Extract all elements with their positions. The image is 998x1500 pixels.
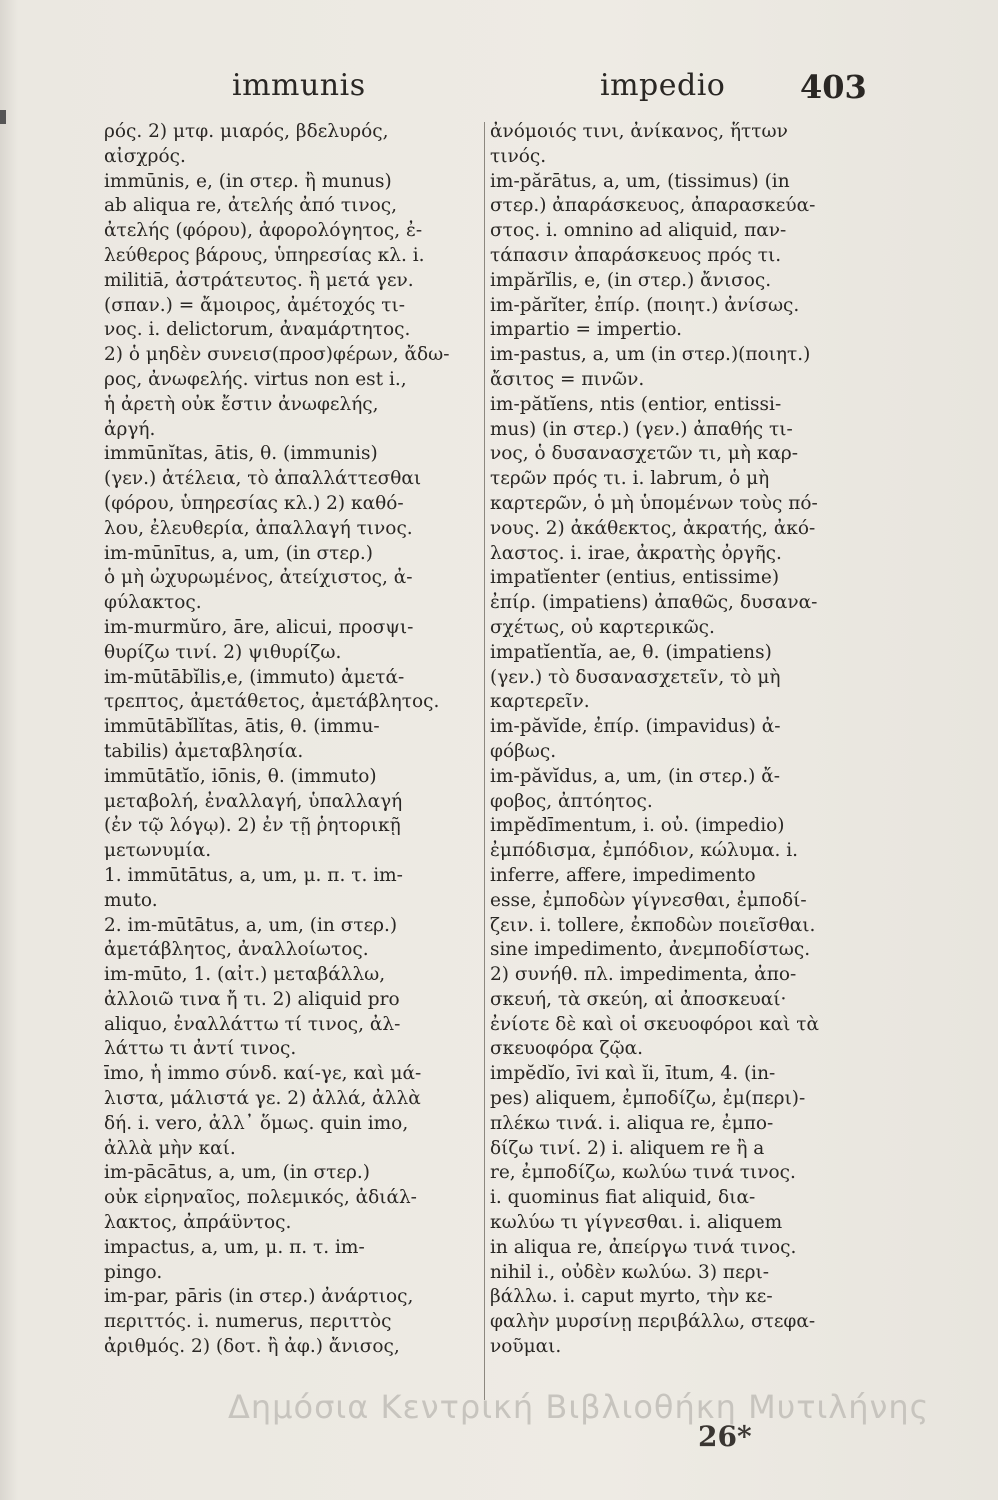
entry-line: τερῶν πρός τι. i. labrum, ὁ μὴ: [490, 468, 770, 490]
entry-line: 1. immūtātus, a, um, μ. π. τ. im-: [104, 864, 403, 886]
entry-line: im-pācātus, a, um, (in στερ.): [104, 1162, 370, 1184]
entry-line: impartio = impertio.: [490, 319, 683, 341]
entry-line: ἀριθμός. 2) (δοτ. ἢ ἀφ.) ἄνισος,: [104, 1336, 400, 1358]
entry-line: ἐπίρ. (impatiens) ἀπαθῶς, δυσανα-: [490, 592, 818, 614]
entry-line: pingo.: [104, 1261, 163, 1283]
entry-line: θυρίζω τινί. 2) ψιθυρίζω.: [104, 641, 342, 663]
entry-line: ἀτελής (φόρου), ἀφορολόγητος, ἐ-: [104, 220, 423, 242]
entry-line: im-păvĭdus, a, um, (in στερ.) ἄ-: [490, 765, 780, 787]
entry-line: φοβος, ἀπτόητος.: [490, 790, 653, 812]
entry-line: i. quominus fiat aliquid, δια-: [490, 1187, 756, 1209]
entry-line: im-pătĭens, ntis (entior, entissi-: [490, 393, 782, 415]
entry-line: ἀλλὰ μὴν καί.: [104, 1137, 236, 1159]
entry-line: im-mūnītus, a, um, (in στερ.): [104, 542, 373, 564]
entry-line: im-murmŭro, āre, alicui, προσψι-: [104, 616, 414, 638]
entry-line: νος, ὁ δυσανασχετῶν τι, μὴ καρ-: [490, 443, 799, 465]
entry-line: aliquo, ἐναλλάττω τί τινος, ἀλ-: [104, 1013, 401, 1035]
entry-line: im-părĭter, ἐπίρ. (ποιητ.) ἀνίσως.: [490, 294, 800, 316]
library-watermark: Δημόσια Κεντρική Βιβλιοθήκη Μυτιλήνης: [228, 1388, 930, 1426]
entry-line: (γεν.) ἀτέλεια, τὸ ἀπαλλάττεσθαι: [104, 468, 422, 490]
entry-line: ἐμπόδισμα, ἐμπόδιον, κώλυμα. i.: [490, 840, 799, 862]
entry-line: λακτος, ἀπράϋντος.: [104, 1212, 292, 1234]
entry-line: re, ἐμποδίζω, κωλύω τινά τινος.: [490, 1162, 796, 1184]
entry-line: im-păvĭde, ἐπίρ. (impavidus) ἀ-: [490, 716, 781, 738]
right-column: [490, 120, 868, 1420]
entry-line: φύλακτος.: [104, 592, 202, 614]
entry-line: sine impedimento, ἀνεμποδίστως.: [490, 939, 811, 961]
entry-line: im-mūtābĭlis,e, (immuto) ἀμετά-: [104, 666, 405, 688]
entry-line: impatĭentĭa, ae, θ. (impatiens): [490, 641, 772, 663]
entry-line: νος. i. delictorum, ἀναμάρτητος.: [104, 319, 411, 341]
entry-line: μεταβολή, ἐναλλαγή, ὑπαλλαγή: [104, 790, 403, 812]
entry-line: βάλλω. i. caput myrto, τὴν κε-: [490, 1286, 773, 1308]
entry-line: τρεπτος, ἀμετάθετος, ἀμετάβλητος.: [104, 691, 440, 713]
entry-line: impĕdĭo, īvi καὶ ĭi, ītum, 4. (in-: [490, 1063, 776, 1085]
entry-line: immūtābĭlĭtas, ātis, θ. (immu-: [104, 716, 380, 738]
entry-line: φόβως.: [490, 740, 557, 762]
entry-line: (σπαν.) = ἄμοιρος, ἀμέτοχός τι-: [104, 294, 405, 316]
entry-line: σκευοφόρα ζῷα.: [490, 1038, 643, 1060]
entry-line: περιττός. i. numerus, περιττὸς: [104, 1311, 392, 1333]
entry-line: δή. i. vero, ἀλλ᾽ ὅμως. quin imo,: [104, 1112, 409, 1134]
entry-line: mus) (in στερ.) (γεν.) ἀπαθής τι-: [490, 418, 793, 440]
entry-line: 2. im-mūtātus, a, um, (in στερ.): [104, 914, 398, 936]
entry-line: φαλὴν μυρσίνῃ περιβάλλω, στεφα-: [490, 1311, 816, 1333]
entry-line: ἀνόμοιός τινι, ἀνίκανος, ἥττων: [490, 121, 788, 142]
entry-line: λάττω τι ἀντί τινος.: [104, 1038, 297, 1060]
entry-line: κωλύω τι γίγνεσθαι. i. aliquem: [490, 1212, 783, 1234]
entry-line: λιστα, μάλιστά γε. 2) ἀλλά, ἀλλὰ: [104, 1088, 421, 1110]
entry-line: muto.: [104, 889, 158, 911]
entry-line: λεύθερος βάρους, ὑπηρεσίας κλ. i.: [104, 244, 425, 266]
entry-line: impĕdīmentum, i. οὐ. (impedio): [490, 815, 785, 837]
entry-line: im-pastus, a, um (in στερ.)(ποιητ.): [490, 344, 811, 366]
entry-line: nihil i., οὐδὲν κωλύω. 3) περι-: [490, 1261, 770, 1283]
entry-line: καρτερεῖν.: [490, 691, 590, 713]
entry-line: (φόρου, ὑπηρεσίας κλ.) 2) καθό-: [104, 492, 404, 514]
entry-line: ἀργή.: [104, 418, 156, 440]
entry-line: τάπασιν ἀπαράσκευος πρός τι.: [490, 244, 782, 266]
entry-line: οὐκ εἰρηναῖος, πολεμικός, ἀδιάλ-: [104, 1187, 417, 1209]
entry-line: inferre, affere, impedimento: [490, 864, 756, 886]
entry-line: λου, ἐλευθερία, ἀπαλλαγή τινος.: [104, 517, 413, 539]
entry-line: ρος, ἀνωφελής. virtus non est i.,: [104, 368, 407, 390]
entry-line: im-mūto, 1. (αἰτ.) μεταβάλλω,: [104, 964, 386, 986]
entry-line: στερ.) ἀπαράσκευος, ἀπαρασκεύα-: [490, 195, 816, 217]
entry-line: λαστος. i. irae, ἀκρατὴς ὀργῆς.: [490, 542, 782, 564]
entry-line: σχέτως, οὐ καρτερικῶς.: [490, 616, 715, 638]
entry-line: 2) ὁ μηδὲν συνεισ(προσ)φέρων, ἄδω-: [104, 344, 450, 366]
entry-line: impactus, a, um, μ. π. τ. im-: [104, 1236, 365, 1258]
entry-line: μετωνυμία.: [104, 840, 212, 862]
entry-line: ρός. 2) μτφ. μιαρός, βδελυρός,: [104, 121, 389, 142]
column-divider: [484, 122, 485, 1400]
entry-line: 2) συνήθ. πλ. impedimenta, ἀπο-: [490, 964, 797, 986]
entry-line: ὁ μὴ ὠχυρωμένος, ἀτείχιστος, ἀ-: [104, 567, 413, 589]
entry-line: νοῦμαι.: [490, 1336, 562, 1358]
entry-line: militiā, ἀστράτευτος. ἢ μετά γεν.: [104, 269, 414, 291]
entry-line: στος. i. omnino ad aliquid, παν-: [490, 220, 787, 242]
entry-line: πλέκω τινά. i. aliqua re, ἐμπο-: [490, 1112, 774, 1134]
entry-line: δίζω τινί. 2) i. aliquem re ἢ a: [490, 1137, 765, 1159]
header-right-guide-word: impedio: [600, 68, 726, 103]
signature-mark: 26*: [698, 1420, 752, 1453]
entry-line: pes) aliquem, ἐμποδίζω, ἐμ(περι)-: [490, 1088, 806, 1110]
entry-line: īmo, ἡ immo σύνδ. καί-γε, καὶ μά-: [104, 1063, 422, 1085]
entry-line: ab aliqua re, ἀτελής ἀπό τινος,: [104, 195, 397, 217]
entry-line: immūtātĭo, iōnis, θ. (immuto): [104, 765, 377, 787]
entry-line: in aliqua re, ἀπείργω τινά τινος.: [490, 1236, 797, 1258]
entry-line: im-părātus, a, um, (tissimus) (in: [490, 170, 790, 192]
entry-line: immūnĭtas, ātis, θ. (immunis): [104, 443, 378, 465]
entry-line: ἐνίοτε δὲ καὶ οἱ σκευοφόροι καὶ τὰ: [490, 1013, 819, 1035]
running-header: [0, 68, 998, 118]
page-number: 403: [800, 68, 867, 106]
entry-line: im-par, pāris (in στερ.) ἀνάρτιος,: [104, 1286, 414, 1308]
entry-line: ἀμετάβλητος, ἀναλλοίωτος.: [104, 939, 369, 961]
entry-line: τινός.: [490, 145, 547, 167]
entry-line: impatĭenter (entius, entissime): [490, 567, 780, 589]
header-left-guide-word: immunis: [232, 68, 366, 103]
entry-line: σκευή, τὰ σκεύη, αἱ ἀποσκευαί·: [490, 988, 787, 1010]
entry-line: νους. 2) ἀκάθεκτος, ἀκρατής, ἀκό-: [490, 517, 816, 539]
entry-line: καρτερῶν, ὁ μὴ ὑπομένων τοὺς πό-: [490, 492, 818, 514]
entry-line: ἀλλοιῶ τινα ἤ τι. 2) aliquid pro: [104, 988, 400, 1010]
entry-line: αἰσχρός.: [104, 145, 186, 167]
entry-line: tabilis) ἀμεταβλησία.: [104, 740, 304, 762]
left-column: [104, 120, 480, 1420]
entry-line: esse, ἐμποδὼν γίγνεσθαι, ἐμποδί-: [490, 889, 807, 911]
entry-line: ἄσιτος = πινῶν.: [490, 368, 645, 390]
entry-line: ἡ ἀρετὴ οὐκ ἔστιν ἀνωφελής,: [104, 393, 379, 415]
entry-line: immūnis, e, (in στερ. ἢ munus): [104, 170, 392, 192]
entry-line: ζειν. i. tollere, ἐκποδὼν ποιεῖσθαι.: [490, 914, 816, 936]
entry-line: impărĭlis, e, (in στερ.) ἄνισος.: [490, 269, 772, 291]
entry-line: (γεν.) τὸ δυσανασχετεῖν, τὸ μὴ: [490, 666, 781, 688]
entry-line: (ἐν τῷ λόγῳ). 2) ἐν τῇ ῥητορικῇ: [104, 815, 401, 837]
